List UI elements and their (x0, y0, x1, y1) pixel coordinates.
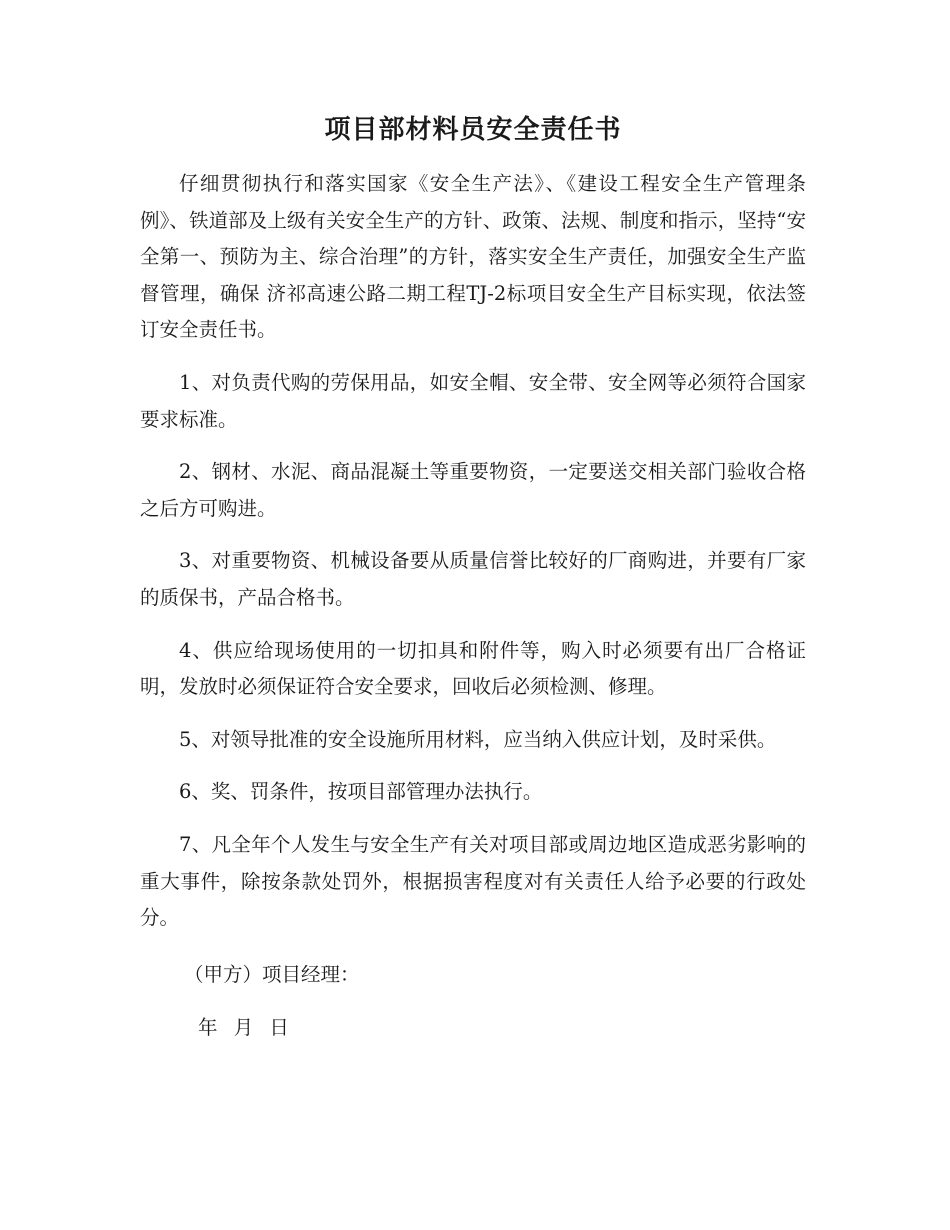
signature-line: （甲方）项目经理： (184, 962, 360, 986)
clause-7: 7、凡全年个人发生与安全生产有关对项目部或周边地区造成恶劣影响的重大事件，除按条款处罚外，根据损害程度对有关责任人给予必要的行政处分。 (140, 832, 806, 930)
clause-1: 1、对负责代购的劳保用品，如安全帽、安全带、安全网等必须符合国家要求标准。 (140, 370, 806, 431)
document-title: 项目部材料员安全责任书 (324, 115, 622, 145)
document-page (140, 108, 806, 1046)
date-line: 年 月 日 (198, 1015, 289, 1039)
clause-6: 6、奖、罚条件，按项目部管理办法执行。 (179, 780, 543, 804)
clause-2: 2、钢材、水泥、商品混凝土等重要物资，一定要送交相关部门验收合格之后方可购进。 (140, 460, 806, 520)
intro-paragraph: 仔细贯彻执行和落实国家《安全生产法》、《建设工程安全生产管理条例》、铁道部及上级有关安全生产的方针、政策、法规、制度和指示，坚持“安全第一、预防为主、综合治理”的方针，落实安全生产责任，加强安全生产监督管理，确保 济祁高速公路二期工程TJ-2标项目安全生产目标实现，依法签订安全责任书。 (140, 172, 806, 342)
clause-4: 4、供应给现场使用的一切扣具和附件等，购入时必须要有出厂合格证明，发放时必须保证符合安全要求，回收后必须检测、修理。 (140, 638, 806, 699)
clause-3: 3、对重要物资、机械设备要从质量信誉比较好的厂商购进，并要有厂家的质保书，产品合格书。 (140, 549, 806, 609)
clause-5: 5、对领导批准的安全设施所用材料，应当纳入供应计划，及时采供。 (179, 727, 777, 751)
